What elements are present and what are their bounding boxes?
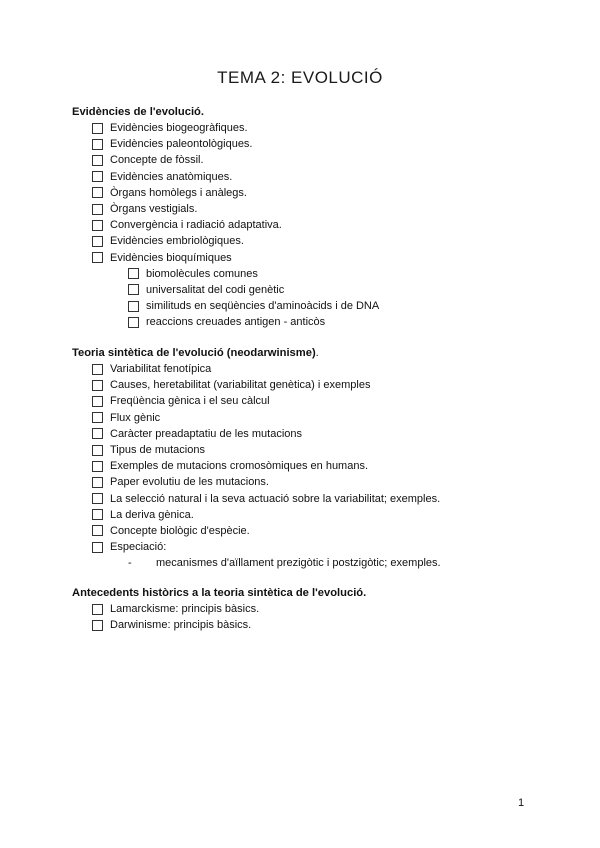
checkbox[interactable] <box>92 171 103 182</box>
list-item <box>72 491 572 507</box>
list-item-label: similituds en seqüències d'aminoàcids i de DNA <box>146 300 380 313</box>
list-item <box>72 201 572 217</box>
checkbox[interactable] <box>92 236 103 247</box>
list-item-label: Variabilitat fenotípica <box>110 363 212 376</box>
list-item-label: Exemples de mutacions cromosòmiques en humans. <box>110 460 369 473</box>
list-item-label: La deriva gènica. <box>110 508 194 521</box>
list-item-label: biomolècules comunes <box>146 267 258 280</box>
checkbox[interactable] <box>92 620 103 631</box>
list-item-label: Convergència i radiació adaptativa. <box>110 219 282 232</box>
list-item-label: Concepte biològic d'espècie. <box>110 524 250 537</box>
list-item-label: Darwinisme: principis bàsics. <box>110 619 252 632</box>
list-item <box>72 601 572 617</box>
checkbox[interactable] <box>92 139 103 150</box>
section-heading-suffix: . <box>315 347 319 359</box>
checkbox[interactable] <box>92 542 103 553</box>
list-item-label: Flux gènic <box>110 411 161 424</box>
list-item <box>72 217 572 233</box>
section-heading: Evidències de l'evolució. <box>72 106 204 118</box>
checkbox[interactable] <box>128 284 139 295</box>
list-item <box>72 393 572 409</box>
list-item <box>72 523 572 539</box>
list-item-label: mecanismes d'aïllament prezigòtic i postzigòtic; exemples. <box>156 557 441 570</box>
list-item <box>72 442 572 458</box>
list-item <box>72 250 572 266</box>
list-item-label: reaccions creuades antigen - anticòs <box>146 316 326 329</box>
list-item <box>72 152 572 168</box>
sub-list-item <box>72 298 572 314</box>
list-item-label: Òrgans homòlegs i anàlegs. <box>110 186 247 199</box>
list-item <box>72 617 572 633</box>
list-item <box>72 539 572 555</box>
list-item-label: Lamarckisme: principis bàsics. <box>110 603 260 616</box>
list-item <box>72 185 572 201</box>
checkbox[interactable] <box>92 525 103 536</box>
list-item <box>72 377 572 393</box>
list-item-label: Caràcter preadaptatiu de les mutacions <box>110 427 302 440</box>
page-number: 1 <box>518 797 525 809</box>
checkbox[interactable] <box>92 380 103 391</box>
list-item <box>72 361 572 377</box>
list-item-label: Evidències paleontològiques. <box>110 138 253 151</box>
checkbox[interactable] <box>92 445 103 456</box>
list-item <box>72 426 572 442</box>
list-item-label: Paper evolutiu de les mutacions. <box>110 476 269 489</box>
list-item <box>72 120 572 136</box>
list-item <box>72 136 572 152</box>
section-heading <box>72 345 572 361</box>
list-item-label: Evidències embriològiques. <box>110 235 244 248</box>
document-title: TEMA 2: EVOLUCIÓ <box>217 68 383 87</box>
section-heading-text: Teoria sintètica de l'evolució (neodarwinisme) <box>72 347 316 359</box>
section-evidences <box>72 104 572 330</box>
checkbox[interactable] <box>128 317 139 328</box>
list-item <box>72 507 572 523</box>
section-synthetic-theory <box>72 345 572 571</box>
list-item <box>72 233 572 249</box>
list-item <box>72 169 572 185</box>
section-historical-antecedents <box>72 585 572 633</box>
checkbox[interactable] <box>92 204 103 215</box>
checkbox[interactable] <box>92 428 103 439</box>
checkbox[interactable] <box>92 604 103 615</box>
checkbox[interactable] <box>92 364 103 375</box>
checkbox[interactable] <box>128 301 139 312</box>
checkbox[interactable] <box>128 268 139 279</box>
section-heading: Antecedents històrics a la teoria sintètica de l'evolució. <box>72 587 367 599</box>
sub-list-item <box>72 314 572 330</box>
checkbox[interactable] <box>92 509 103 520</box>
checkbox[interactable] <box>92 461 103 472</box>
list-item-label: Causes, heretabilitat (variabilitat genètica) i exemples <box>110 379 371 392</box>
dash-list-item <box>72 555 572 571</box>
list-item-label: Evidències bioquímiques <box>110 251 232 264</box>
checkbox[interactable] <box>92 123 103 134</box>
checkbox[interactable] <box>92 477 103 488</box>
list-item-label: Òrgans vestigials. <box>110 203 198 216</box>
list-item-label: Evidències anatòmiques. <box>110 170 233 183</box>
list-item <box>72 458 572 474</box>
list-item-label: La selecció natural i la seva actuació sobre la variabilitat; exemples. <box>110 492 441 505</box>
sub-list-item <box>72 266 572 282</box>
checkbox[interactable] <box>92 187 103 198</box>
sub-list-item <box>72 282 572 298</box>
list-item-label: universalitat del codi genètic <box>146 283 285 296</box>
list-item <box>72 474 572 490</box>
list-item-label: Evidències biogeogràfiques. <box>110 122 248 135</box>
checkbox[interactable] <box>92 155 103 166</box>
list-item-label: Especiació: <box>110 541 167 554</box>
dash-marker: - <box>128 557 132 570</box>
checkbox[interactable] <box>92 493 103 504</box>
checkbox[interactable] <box>92 412 103 423</box>
checkbox[interactable] <box>92 396 103 407</box>
list-item-label: Concepte de fòssil. <box>110 154 204 167</box>
list-item <box>72 410 572 426</box>
checkbox[interactable] <box>92 220 103 231</box>
list-item-label: Freqüència gènica i el seu càlcul <box>110 395 270 408</box>
list-item-label: Tipus de mutacions <box>110 444 205 457</box>
checkbox[interactable] <box>92 252 103 263</box>
